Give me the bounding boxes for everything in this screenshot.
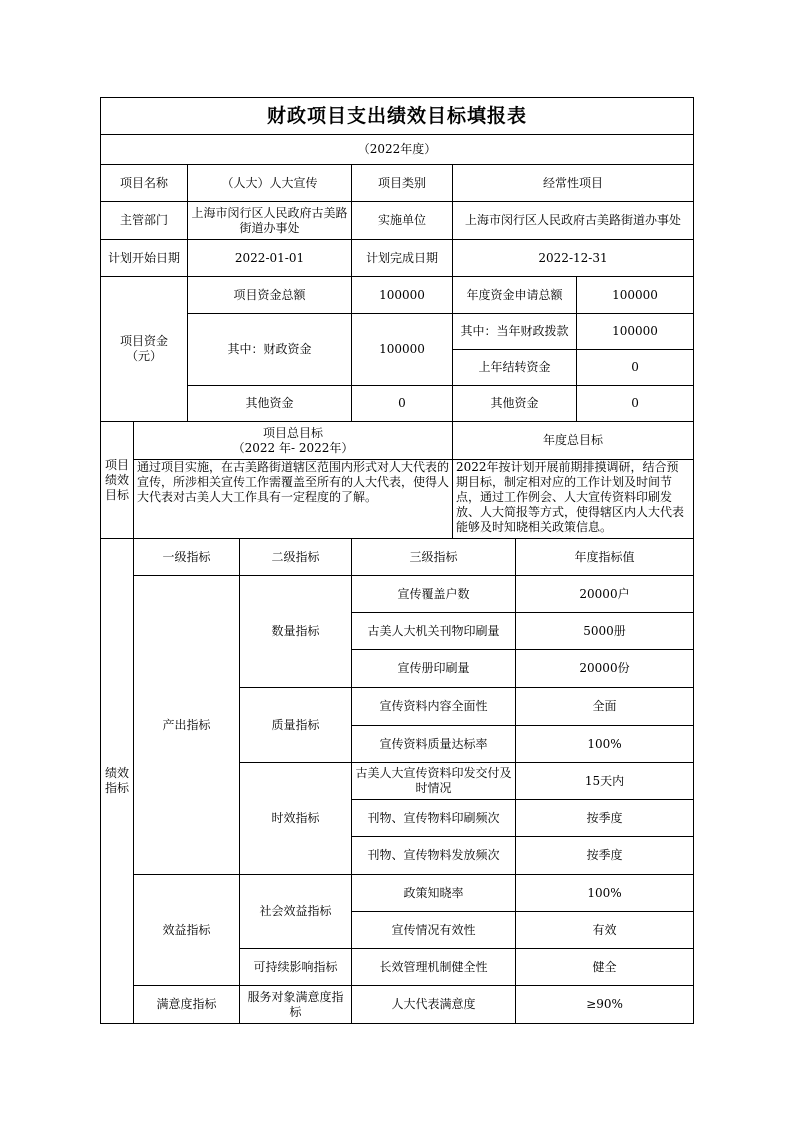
indicator-value: 按季度	[516, 800, 694, 837]
start-date-value: 2022-01-01	[188, 240, 352, 277]
indicator-name: 古美人大机关刊物印刷量	[352, 613, 516, 650]
funds-total-label: 项目资金总额	[188, 277, 352, 314]
project-name-value: （人大）人大宣传	[188, 165, 352, 202]
level2-social: 社会效益指标	[240, 875, 352, 949]
level1-satisfaction: 满意度指标	[134, 986, 240, 1024]
project-name-label: 项目名称	[101, 165, 188, 202]
indicator-value: 全面	[516, 688, 694, 726]
header-value: 年度指标值	[516, 539, 694, 576]
indicator-value: 健全	[516, 949, 694, 986]
funds-carry-value: 0	[577, 350, 694, 386]
form-title: 财政项目支出绩效目标填报表	[101, 98, 694, 135]
indicator-name: 人大代表满意度	[352, 986, 516, 1024]
goals-label-text: 项目绩效目标	[104, 457, 129, 502]
indicator-value: 按季度	[516, 837, 694, 875]
header-level1: 一级指标	[134, 539, 240, 576]
indicator-name: 刊物、宣传物料发放频次	[352, 837, 516, 875]
header-level2: 二级指标	[240, 539, 352, 576]
indicator-name: 宣传册印刷量	[352, 650, 516, 688]
indicator-value: 有效	[516, 912, 694, 949]
funds-annual-label: 年度资金申请总额	[453, 277, 577, 314]
funds-annual-value: 100000	[577, 277, 694, 314]
unit-label: 实施单位	[352, 202, 453, 240]
indicator-name: 长效管理机制健全性	[352, 949, 516, 986]
level2-service: 服务对象满意度指标	[240, 986, 352, 1024]
funds-carry-label: 上年结转资金	[453, 350, 577, 386]
indicator-value: 5000册	[516, 613, 694, 650]
indicators-label-text: 绩效指标	[104, 766, 129, 795]
project-type-label: 项目类别	[352, 165, 453, 202]
indicator-value: 20000户	[516, 576, 694, 613]
funds-current-value: 100000	[577, 314, 694, 350]
end-date-value: 2022-12-31	[453, 240, 694, 277]
goals-total-header	[134, 422, 453, 460]
performance-form	[100, 97, 693, 1024]
funds-other2-value: 0	[577, 386, 694, 422]
level2-sustain: 可持续影响指标	[240, 949, 352, 986]
level1-output: 产出指标	[134, 576, 240, 875]
unit-value: 上海市闵行区人民政府古美路街道办事处	[453, 202, 694, 240]
start-date-label: 计划开始日期	[101, 240, 188, 277]
goals-annual-header: 年度总目标	[453, 422, 694, 460]
level1-benefit: 效益指标	[134, 875, 240, 986]
indicator-name: 宣传覆盖户数	[352, 576, 516, 613]
dept-label: 主管部门	[101, 202, 188, 240]
end-date-label: 计划完成日期	[352, 240, 453, 277]
dept-value: 上海市闵行区人民政府古美路街道办事处	[188, 202, 352, 240]
funds-label	[101, 277, 188, 422]
indicators-label	[101, 539, 134, 1024]
funds-other2-label: 其他资金	[453, 386, 577, 422]
indicator-name: 古美人大宣传资料印发交付及时情况	[352, 763, 516, 800]
indicator-value: ≥90%	[516, 986, 694, 1024]
header-level3: 三级指标	[352, 539, 516, 576]
level2-time: 时效指标	[240, 763, 352, 875]
goals-annual-text: 2022年按计划开展前期排摸调研，结合预期目标，制定相对应的工作计划及时间节点，通过工作例会、人大宣传资料印刷发放、人大简报等方式，使得辖区内人大代表能够及时知晓相关政策信息。	[453, 460, 694, 539]
funds-current-label: 其中：当年财政拨款	[453, 314, 577, 350]
indicator-value: 20000份	[516, 650, 694, 688]
funds-fiscal-value: 100000	[352, 314, 453, 386]
indicator-name: 宣传资料质量达标率	[352, 726, 516, 763]
indicator-name: 刊物、宣传物料印刷频次	[352, 800, 516, 837]
funds-other-label: 其他资金	[188, 386, 352, 422]
funds-fiscal-label: 其中：财政资金	[188, 314, 352, 386]
goals-total-label: 项目总目标	[262, 425, 323, 440]
indicator-name: 宣传资料内容全面性	[352, 688, 516, 726]
funds-total-value: 100000	[352, 277, 453, 314]
funds-label-text: 项目资金（元）	[119, 334, 168, 363]
form-table	[100, 97, 694, 1024]
form-year: （2022年度）	[101, 135, 694, 165]
funds-other-value: 0	[352, 386, 453, 422]
goals-total-period: （2022 年- 2022年）	[232, 440, 354, 455]
indicator-name: 宣传情况有效性	[352, 912, 516, 949]
project-type-value: 经常性项目	[453, 165, 694, 202]
indicator-value: 15天内	[516, 763, 694, 800]
indicator-value: 100%	[516, 726, 694, 763]
goals-total-text: 通过项目实施，在古美路街道辖区范围内形式对人大代表的宣传，所涉相关宣传工作需覆盖至所有的人大代表，使得人大代表对古美人大工作具有一定程度的了解。	[134, 460, 453, 539]
level2-quality: 质量指标	[240, 688, 352, 763]
goals-label	[101, 422, 134, 539]
indicator-value: 100%	[516, 875, 694, 912]
indicator-name: 政策知晓率	[352, 875, 516, 912]
level2-quantity: 数量指标	[240, 576, 352, 688]
